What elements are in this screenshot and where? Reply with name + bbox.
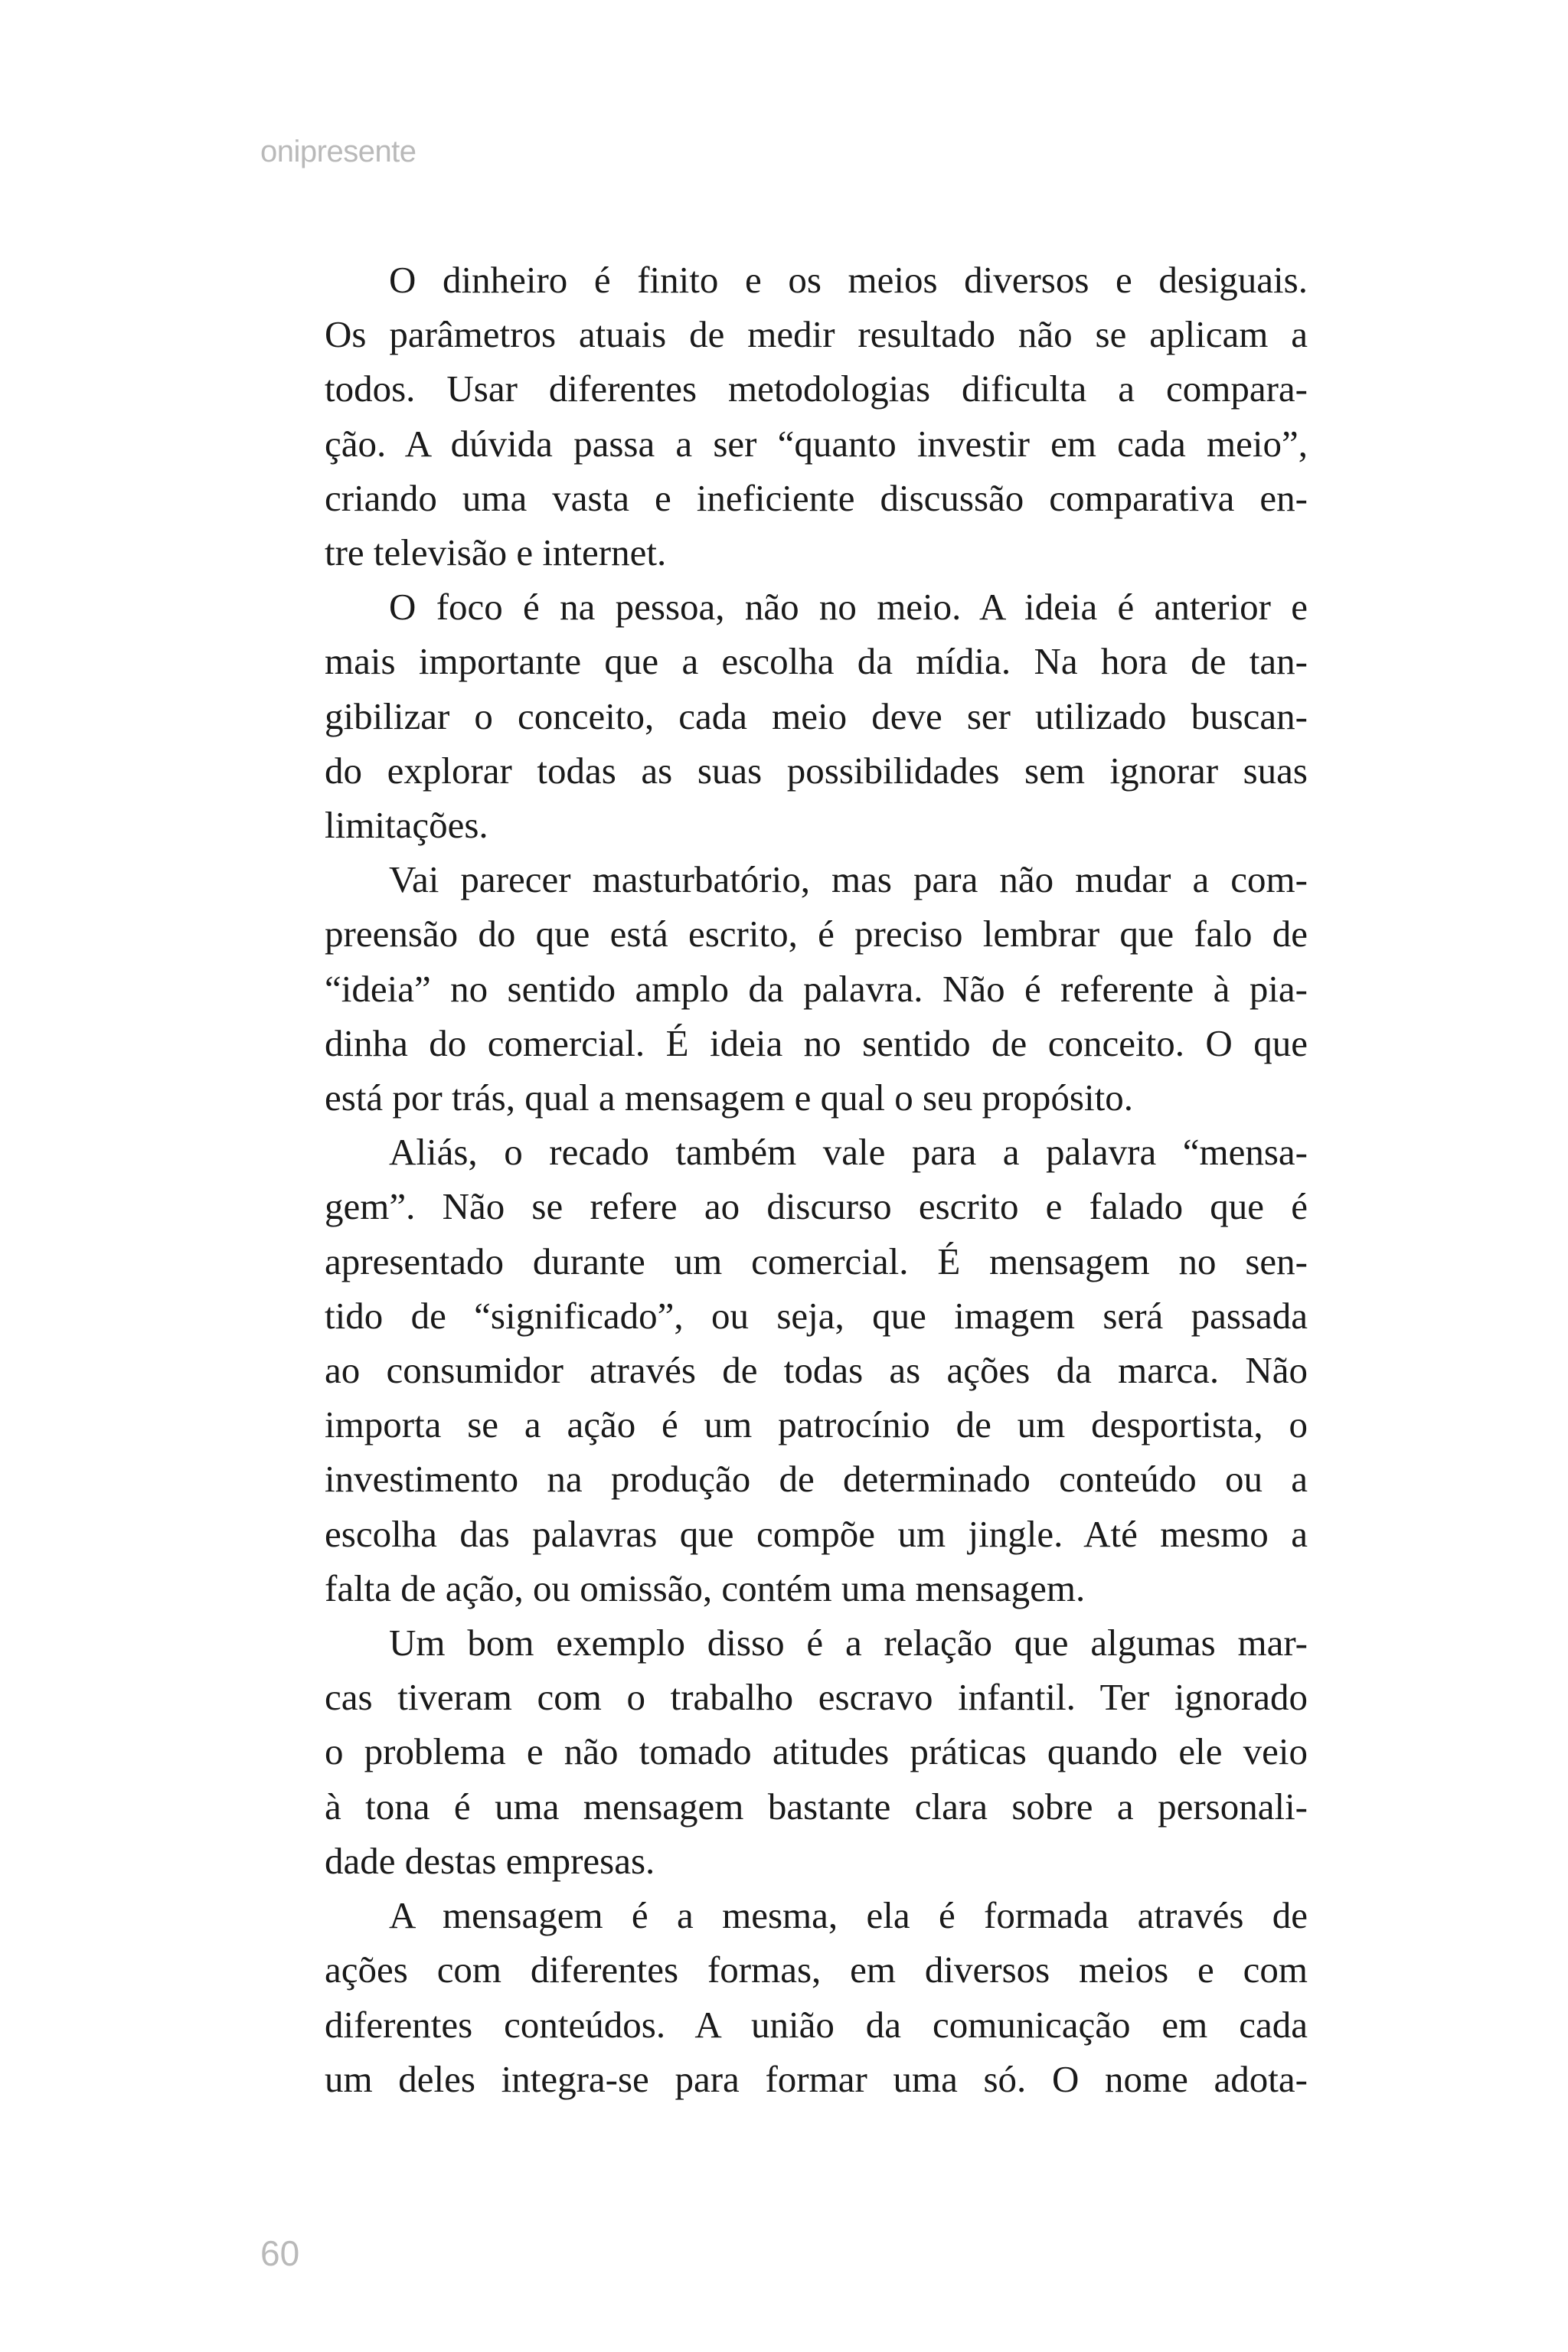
paragraph [260,1888,1308,2106]
paragraph [260,1125,1308,1615]
text-line: O dinheiro é finito e os meios diversos e desiguais. [389,259,1308,301]
text-line: está por trás, qual a mensagem e qual o seu propósito. [325,1076,1133,1119]
text-line: o problema e não tomado atitudes práticas quando ele veio [325,1730,1308,1773]
text-line: à tona é uma mensagem bastante clara sobre a personali- [325,1785,1308,1828]
text-line: todos. Usar diferentes metodologias dificulta a compara- [325,368,1308,410]
body-text [260,253,1308,2106]
text-line: cas tiveram com o trabalho escravo infantil. Ter ignorado [325,1676,1308,1719]
paragraph [260,1615,1308,1888]
text-line: ao consumidor através de todas as ações da marca. Não [325,1349,1308,1392]
paragraph [260,852,1308,1125]
paragraph [260,253,1308,580]
text-line: criando uma vasta e ineficiente discussão comparativa en- [325,476,1308,519]
page-number: 60 [260,2233,300,2273]
text-line: mais importante que a escolha da mídia. Na hora de tan- [325,640,1308,683]
text-line: O foco é na pessoa, não no meio. A ideia é anterior e [389,586,1308,629]
text-line: um deles integra-se para formar uma só. O nome adota- [325,2057,1308,2100]
text-line: ção. A dúvida passa a ser “quanto investir em cada meio”, [325,422,1308,465]
text-line: Vai parecer masturbatório, mas para não mudar a com- [389,858,1308,901]
text-line: escolha das palavras que compõe um jingle. Até mesmo a [325,1512,1308,1555]
paragraph [260,580,1308,852]
text-line: tido de “significado”, ou seja, que imagem será passada [325,1294,1308,1337]
text-line: tre televisão e internet. [325,531,667,574]
text-line: Aliás, o recado também vale para a palavra “mensa- [389,1131,1308,1174]
running-header: onipresente [260,135,416,168]
text-line: “ideia” no sentido amplo da palavra. Não é referente à pia- [325,967,1308,1010]
text-line: gem”. Não se refere ao discurso escrito e falado que é [325,1185,1308,1228]
text-line: dinha do comercial. É ideia no sentido de conceito. O que [325,1021,1308,1064]
text-line: gibilizar o conceito, cada meio deve ser utilizado buscan- [325,694,1308,737]
text-line: preensão do que está escrito, é preciso lembrar que falo de [325,913,1308,956]
text-line: Os parâmetros atuais de medir resultado não se aplicam a [325,313,1308,356]
text-line: diferentes conteúdos. A união da comunicação em cada [325,2003,1308,2046]
text-line: Um bom exemplo disso é a relação que algumas mar- [389,1622,1308,1664]
text-line: limitações. [325,804,488,847]
text-line: ações com diferentes formas, em diversos meios e com [325,1949,1308,1991]
text-line: A mensagem é a mesma, ela é formada através de [389,1894,1308,1937]
text-line: do explorar todas as suas possibilidades sem ignorar suas [325,749,1308,792]
text-line: falta de ação, ou omissão, contém uma mensagem. [325,1566,1086,1609]
text-line: dade destas empresas. [325,1839,655,1882]
text-line: investimento na produção de determinado conteúdo ou a [325,1458,1308,1501]
text-line: importa se a ação é um patrocínio de um desportista, o [325,1403,1308,1446]
text-line: apresentado durante um comercial. É mensagem no sen- [325,1240,1308,1282]
